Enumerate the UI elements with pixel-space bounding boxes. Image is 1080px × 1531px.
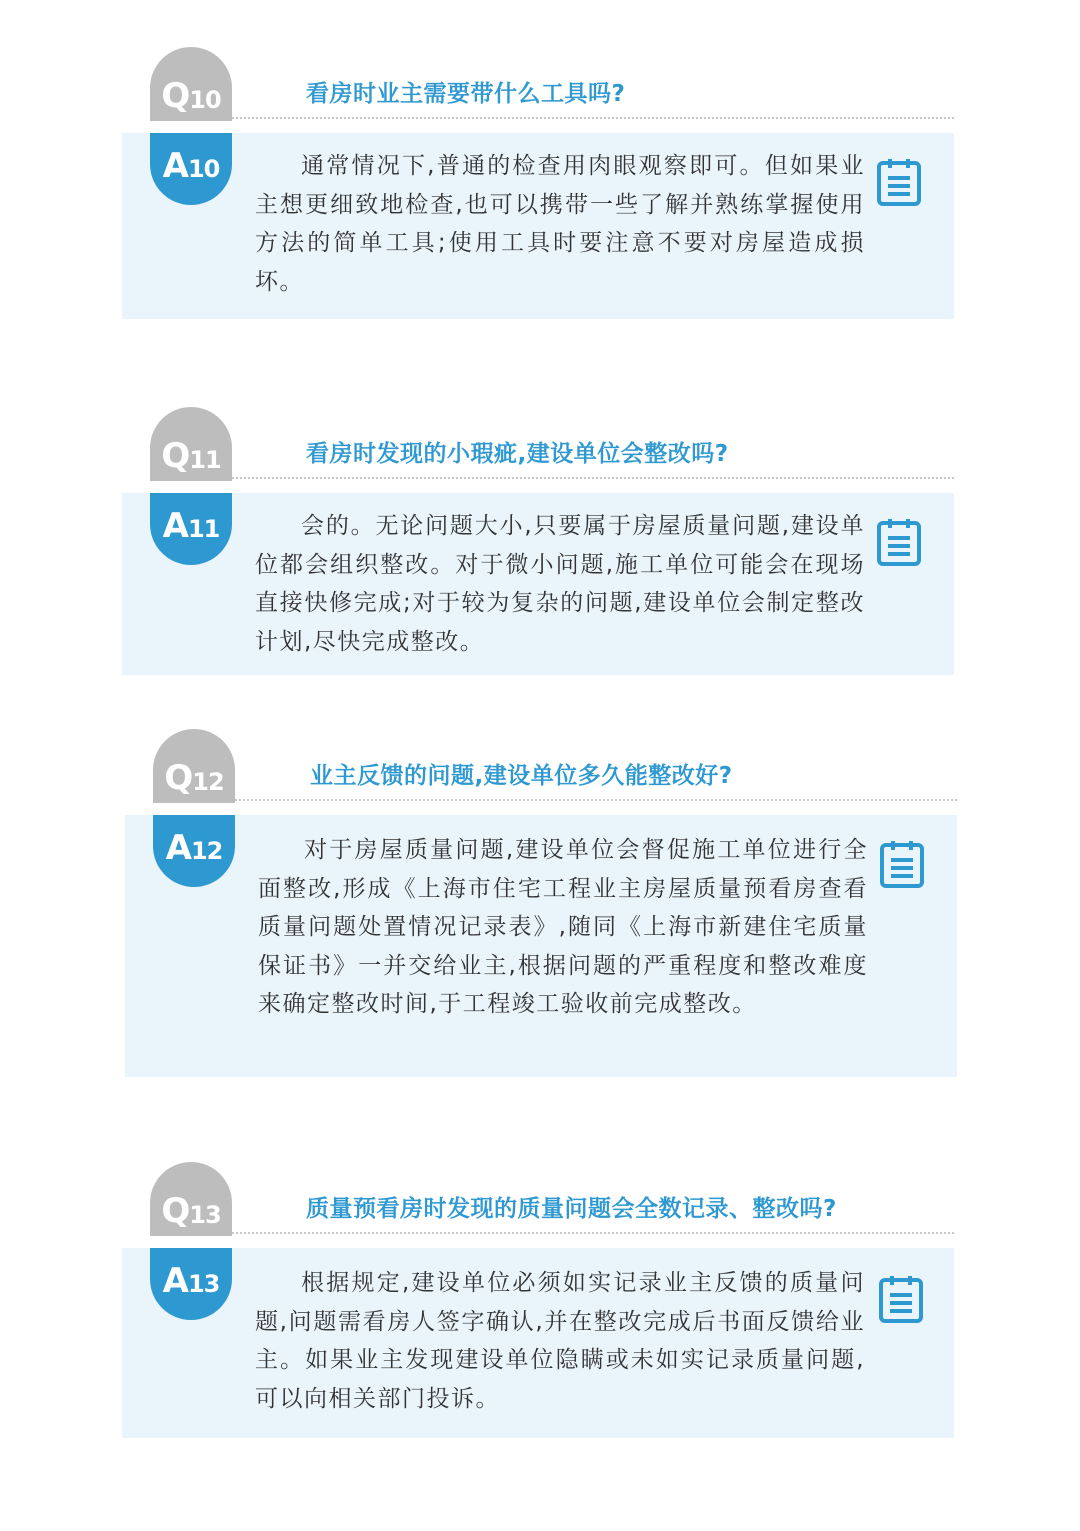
question-badge-number: 11 bbox=[189, 446, 221, 474]
answer-badge-number: 11 bbox=[187, 515, 220, 543]
question-title: 业主反馈的问题,建设单位多久能整改好? bbox=[310, 763, 733, 789]
question-title: 质量预看房时发现的质量问题会全数记录、整改吗? bbox=[306, 1196, 837, 1222]
question-badge bbox=[150, 1162, 232, 1236]
question-title: 看房时业主需要带什么工具吗? bbox=[306, 81, 626, 107]
answer-badge-number: 10 bbox=[187, 155, 220, 183]
answer-text: 对于房屋质量问题,建设单位会督促施工单位进行全面整改,形成《上海市住宅工程业主房屋质量预看房查看质量问题处置情况记录表》,随同《上海市新建住宅质量保证书》一并交给业主,根据问题的严重程度和整改难度来确定整改时间,于工程竣工验收前完成整改。 bbox=[258, 837, 868, 1017]
answer-badge-letter: A bbox=[162, 146, 188, 186]
answer-badge-number: 13 bbox=[187, 1270, 220, 1298]
question-title: 看房时发现的小瑕疵,建设单位会整改吗? bbox=[306, 441, 729, 467]
question-badge-number: 12 bbox=[192, 768, 224, 796]
notepad-icon bbox=[879, 839, 925, 889]
dotted-divider bbox=[232, 1232, 954, 1234]
question-badge-letter: Q bbox=[161, 436, 190, 476]
answer-text: 根据规定,建设单位必须如实记录业主反馈的质量问题,问题需看房人签字确认,并在整改完成后书面反馈给业主。如果业主发现建设单位隐瞒或未如实记录质量问题,可以向相关部门投诉。 bbox=[255, 1270, 865, 1412]
question-badge-number: 13 bbox=[189, 1201, 221, 1229]
answer-badge-letter: A bbox=[162, 1261, 188, 1301]
dotted-divider bbox=[235, 799, 957, 801]
notepad-icon bbox=[878, 1274, 924, 1324]
question-badge-letter: Q bbox=[161, 1191, 190, 1231]
question-badge bbox=[150, 47, 232, 121]
dotted-divider bbox=[232, 477, 954, 479]
dotted-divider bbox=[232, 117, 954, 119]
notepad-icon bbox=[876, 157, 922, 207]
question-badge bbox=[150, 407, 232, 481]
answer-text: 通常情况下,普通的检查用肉眼观察即可。但如果业主想更细致地检查,也可以携带一些了解并熟练掌握使用方法的简单工具;使用工具时要注意不要对房屋造成损坏。 bbox=[255, 153, 865, 295]
question-badge-number: 10 bbox=[189, 86, 221, 114]
answer-badge-number: 12 bbox=[190, 837, 223, 865]
notepad-icon bbox=[876, 517, 922, 567]
answer-text: 会的。无论问题大小,只要属于房屋质量问题,建设单位都会组织整改。对于微小问题,施工单位可能会在现场直接快修完成;对于较为复杂的问题,建设单位会制定整改计划,尽快完成整改。 bbox=[255, 513, 865, 655]
question-badge-letter: Q bbox=[161, 76, 190, 116]
answer-badge-letter: A bbox=[162, 506, 188, 546]
answer-badge-letter: A bbox=[165, 828, 191, 868]
question-badge-letter: Q bbox=[164, 758, 193, 798]
question-badge bbox=[153, 729, 235, 803]
